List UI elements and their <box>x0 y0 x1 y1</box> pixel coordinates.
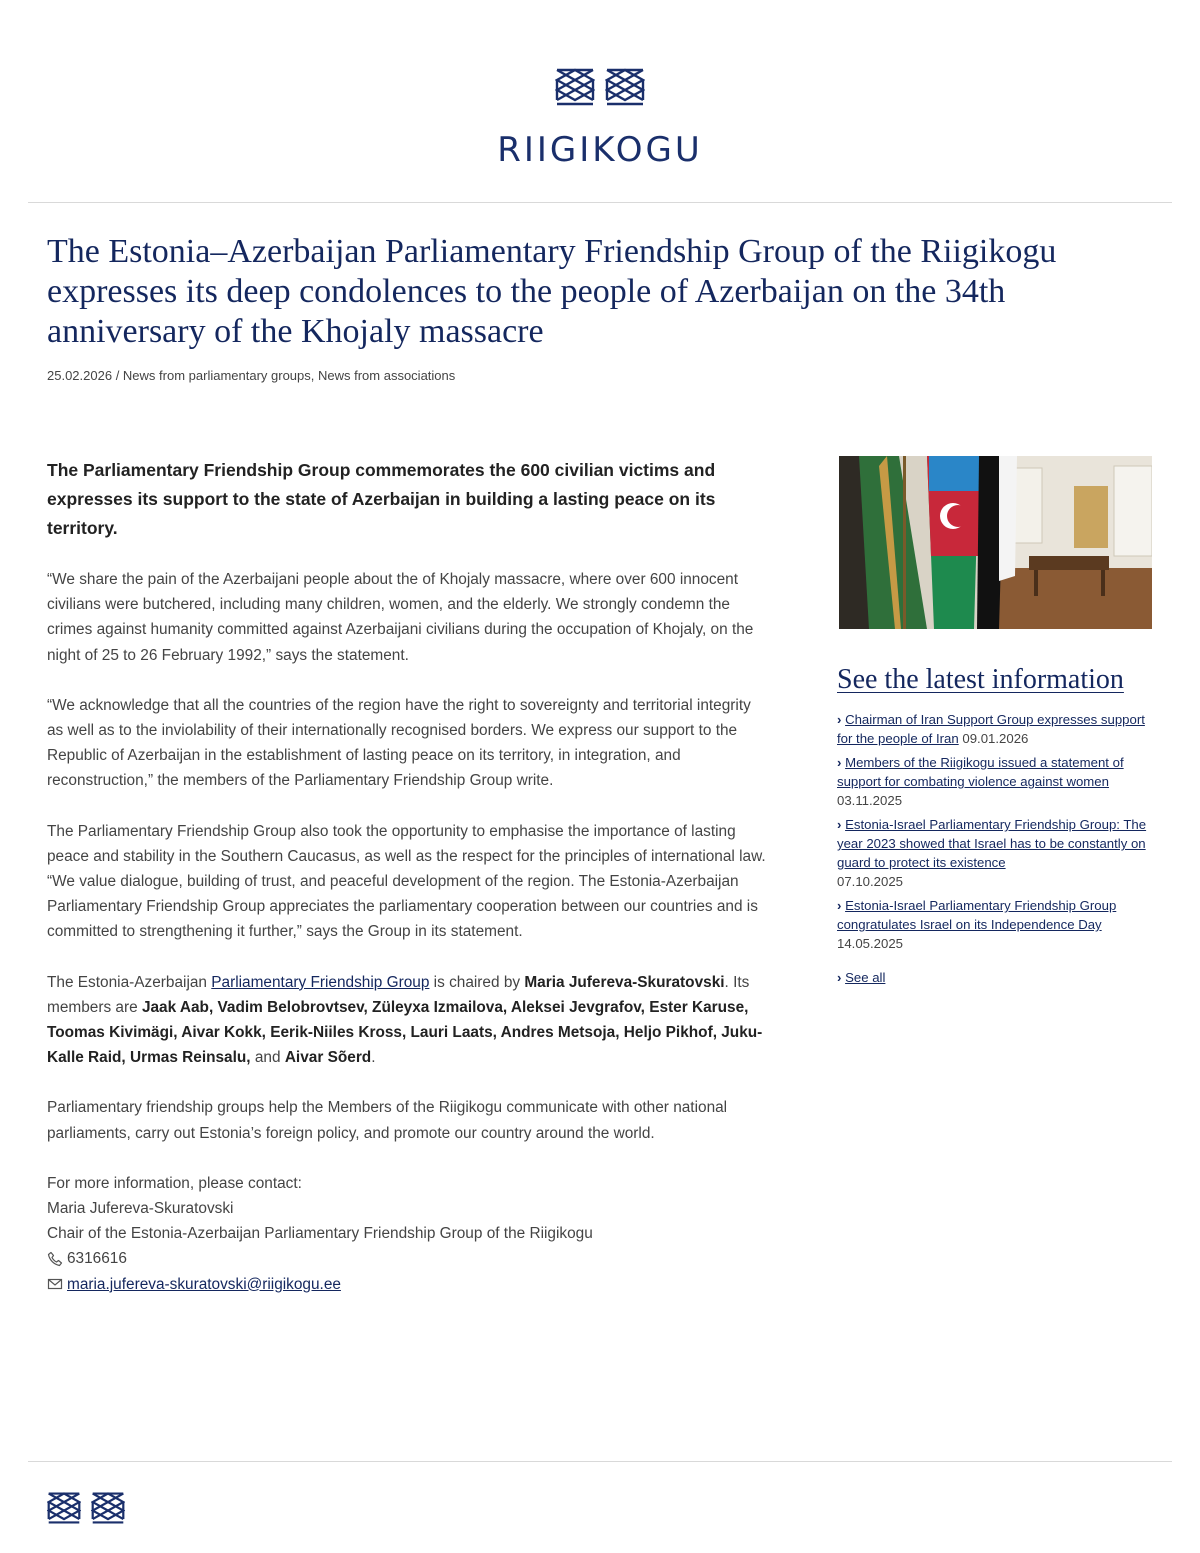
text: The Estonia-Azerbaijan <box>47 973 212 991</box>
contact-role: Chair of the Estonia-Azerbaijan Parliamentary Friendship Group of the Riigikogu <box>47 1225 593 1243</box>
lattice-icon <box>91 1490 125 1526</box>
news-link[interactable]: Estonia-Israel Parliamentary Friendship Group congratulates Israel on its Independence Day <box>837 898 1117 932</box>
latest-info-sidebar <box>837 664 1157 987</box>
article-paragraph: “We acknowledge that all the countries of the region have the right to sovereignty and territorial integrity as well as to the inviolability of their internationally recognised borders. We express our support to the Republic of Azerbaijan in the establishment of lasting peace on its territory, in integration, and reconstruction,” the members of the Parliamentary Friendship Group write. <box>47 696 751 790</box>
chevron-right-icon: › <box>837 712 842 727</box>
news-date: 14.05.2025 <box>837 936 904 951</box>
members-paragraph <box>47 970 767 1071</box>
article-paragraph: The Parliamentary Friendship Group also took the opportunity to emphasise the importance of lasting peace and stability in the Southern Caucasus, as well as the respect for the principles of international law. “We value dialogue, building of trust, and peaceful development of the region. The Estonia-Azerbaijan Parliamentary Friendship Group appreciates the parliamentary cooperation between our countries and is committed to strengthening it further,” says the Group in its statement. <box>47 822 766 941</box>
news-item <box>837 710 1157 748</box>
chevron-right-icon: › <box>837 898 842 913</box>
contact-email-link[interactable]: maria.jufereva-skuratovski@riigikogu.ee <box>67 1275 341 1293</box>
text: and <box>250 1049 285 1067</box>
lattice-icon <box>605 66 645 108</box>
brand-wordmark: RIIGIKOGU <box>497 130 703 170</box>
news-item <box>837 815 1157 891</box>
news-date: 03.11.2025 <box>837 793 903 808</box>
see-all-row <box>837 968 1157 987</box>
contact-phone[interactable]: 6316616 <box>67 1250 127 1268</box>
chevron-right-icon: › <box>837 970 842 985</box>
see-all-link[interactable]: See all <box>845 970 886 985</box>
lattice-icon <box>555 66 595 108</box>
phone-icon <box>47 1251 63 1267</box>
news-date: 07.10.2025 <box>837 874 904 889</box>
flags-room-image <box>839 456 1152 629</box>
sidebar-title[interactable]: See the latest information <box>837 664 1124 695</box>
contact-block <box>47 1171 767 1297</box>
news-link[interactable]: Members of the Riigikogu issued a statement of support for combating violence against women <box>837 755 1124 789</box>
site-logo[interactable] <box>0 66 1200 170</box>
member-name: Aivar Sõerd <box>284 1049 372 1067</box>
chair-name: Maria Jufereva-Skuratovski <box>524 973 725 991</box>
text: is chaired by <box>429 973 525 991</box>
lattice-icon <box>47 1490 81 1526</box>
article-lead: The Parliamentary Friendship Group commemorates the 600 civilian victims and expresses its support to the state of Azerbaijan in building a lasting peace on its territory. <box>47 460 716 538</box>
chevron-right-icon: › <box>837 755 842 770</box>
footer-logo[interactable] <box>47 1490 125 1526</box>
article-paragraph: “We share the pain of the Azerbaijani people about the of Khojaly massacre, where over 600 innocent civilians were butchered, including many children, women, and the elderly. We strongly condemn the crimes against humanity committed against Azerbaijani civilians during the occupation of Khojaly, on the night of 25 to 26 February 1992,” says the statement. <box>47 571 754 664</box>
text: . <box>371 1049 376 1067</box>
news-link[interactable]: Chairman of Iran Support Group expresses support for the people of Iran <box>837 712 1145 746</box>
news-date: 09.01.2026 <box>962 731 1029 746</box>
article-body <box>47 456 767 1297</box>
article-paragraph: Parliamentary friendship groups help the Members of the Riigikogu communicate with other national parliaments, carry out Estonia’s foreign policy, and promote our country around the world. <box>47 1099 728 1142</box>
mail-icon <box>47 1276 63 1292</box>
header-divider <box>28 202 1172 203</box>
article-meta <box>47 368 455 383</box>
footer-divider <box>28 1461 1172 1462</box>
article-categories: News from parliamentary groups, News from associations <box>122 368 456 383</box>
text: . Its members are <box>47 973 750 1016</box>
article-title: The Estonia–Azerbaijan Parliamentary Friendship Group of the Riigikogu expresses its deep condolences to the people of Azerbaijan on the 34th anniversary of the Khojaly massacre <box>47 233 1057 350</box>
news-link[interactable]: Estonia-Israel Parliamentary Friendship Group: The year 2023 showed that Israel has to be constantly on guard to protect its existence <box>837 817 1147 870</box>
news-item <box>837 896 1157 953</box>
article-date: 25.02.2026 <box>47 368 113 383</box>
friendship-group-link[interactable]: Parliamentary Friendship Group <box>211 973 430 991</box>
contact-intro: For more information, please contact: <box>47 1174 302 1192</box>
news-item <box>837 753 1157 810</box>
member-names: Jaak Aab, Vadim Belobrovtsev, Züleyxa Izmailova, Aleksei Jevgrafov, Ester Karuse, Toomas Kivimägi, Aivar Kokk, Eerik-Niiles Kross, Lauri Laats, Andres Metsoja, Heljo Pikhof, Juku-Kalle Raid, Urmas Reinsalu, <box>47 998 763 1067</box>
article-photo <box>839 456 1152 629</box>
contact-name: Maria Jufereva-Skuratovski <box>47 1200 234 1218</box>
meta-separator: / <box>112 368 123 383</box>
chevron-right-icon: › <box>837 817 842 832</box>
